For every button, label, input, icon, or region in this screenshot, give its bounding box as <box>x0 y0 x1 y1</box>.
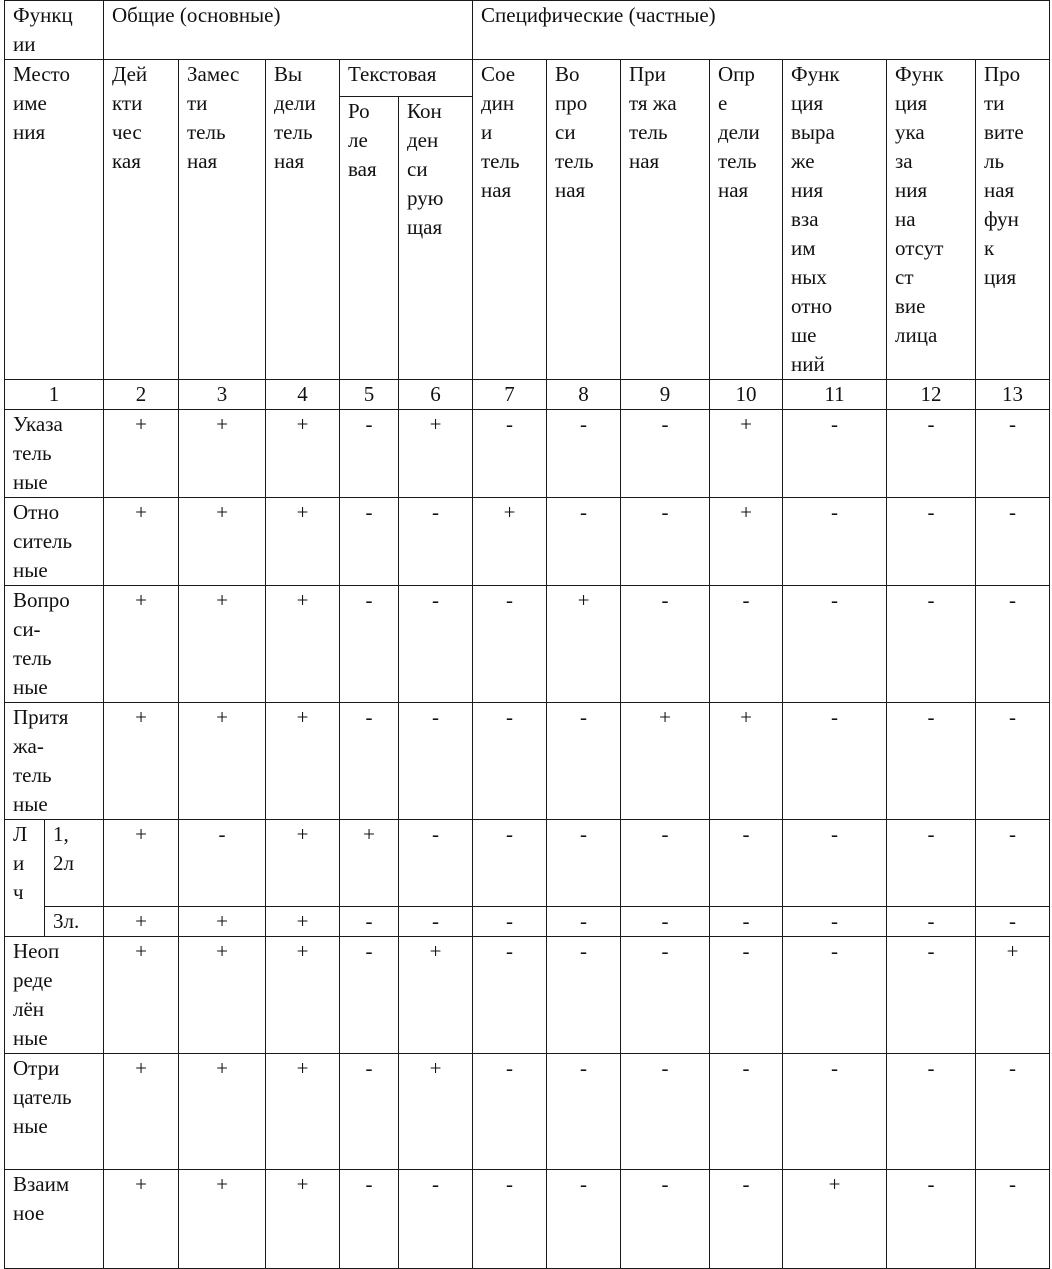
pronouns-header: Место име ния <box>5 60 104 380</box>
column-number: 7 <box>473 380 547 410</box>
table-cell: - <box>547 498 621 586</box>
column-number: 2 <box>104 380 179 410</box>
table-cell: + <box>266 498 340 586</box>
table-cell: + <box>104 907 179 937</box>
table-cell: - <box>710 907 783 937</box>
table-cell: + <box>621 703 710 820</box>
table-cell: - <box>887 410 976 498</box>
table-cell: - <box>473 937 547 1054</box>
table-cell: - <box>547 703 621 820</box>
table-cell: - <box>710 937 783 1054</box>
table-cell: - <box>887 586 976 703</box>
table-cell: - <box>887 937 976 1054</box>
column-number: 3 <box>179 380 266 410</box>
column-number: 1 <box>5 380 104 410</box>
table-cell: - <box>976 907 1050 937</box>
table-cell: + <box>473 498 547 586</box>
column-number: 10 <box>710 380 783 410</box>
table-cell: - <box>473 586 547 703</box>
table-cell: - <box>783 907 887 937</box>
table-cell: - <box>887 1170 976 1269</box>
table-cell: + <box>710 703 783 820</box>
column-header-determinative: Опр е дели тель ная <box>710 60 783 380</box>
table-cell: - <box>976 1170 1050 1269</box>
table-cell: - <box>621 1170 710 1269</box>
table-cell: - <box>710 586 783 703</box>
column-number: 6 <box>399 380 473 410</box>
table-cell: - <box>621 410 710 498</box>
column-header-deictic: Дей кти чес кая <box>104 60 179 380</box>
table-cell: + <box>266 410 340 498</box>
table-cell: - <box>783 937 887 1054</box>
table-cell: + <box>783 1170 887 1269</box>
table-row <box>5 410 1050 498</box>
table-cell: - <box>473 1054 547 1170</box>
table-cell: - <box>473 1170 547 1269</box>
table-cell: - <box>976 1054 1050 1170</box>
table-cell: - <box>547 1170 621 1269</box>
table-cell: - <box>976 820 1050 907</box>
column-number: 4 <box>266 380 340 410</box>
table-cell: - <box>621 937 710 1054</box>
table-cell: + <box>104 937 179 1054</box>
table-cell: - <box>547 907 621 937</box>
column-number: 12 <box>887 380 976 410</box>
table-cell: + <box>179 586 266 703</box>
column-header-possessive: При тя жа тель ная <box>621 60 710 380</box>
table-cell: - <box>783 820 887 907</box>
table-cell: - <box>399 586 473 703</box>
table-row <box>5 498 1050 586</box>
row-label-relative: Отно ситель ные <box>5 498 104 586</box>
row-sublabel-3-person: 3л. <box>45 907 104 937</box>
table-cell: + <box>179 410 266 498</box>
table-cell: + <box>266 907 340 937</box>
table-row <box>5 820 1050 907</box>
table-cell: - <box>399 498 473 586</box>
table-cell: - <box>340 937 399 1054</box>
table-cell: + <box>266 820 340 907</box>
table-cell: + <box>710 410 783 498</box>
table-cell: - <box>621 907 710 937</box>
table-cell: - <box>621 1054 710 1170</box>
column-number: 13 <box>976 380 1050 410</box>
table-cell: - <box>976 498 1050 586</box>
column-number: 11 <box>783 380 887 410</box>
table-cell: - <box>621 586 710 703</box>
column-header-absence-function: Функ ция ука за ния на отсут ст вие лица <box>887 60 976 380</box>
table-cell: + <box>179 907 266 937</box>
table-cell: + <box>399 410 473 498</box>
table-cell: + <box>399 937 473 1054</box>
column-header-connective: Сое дин и тель ная <box>473 60 547 380</box>
table-row <box>5 1054 1050 1170</box>
table-cell: - <box>976 410 1050 498</box>
table-cell: - <box>976 703 1050 820</box>
column-number: 8 <box>547 380 621 410</box>
table-cell: - <box>547 1054 621 1170</box>
table-cell: - <box>340 907 399 937</box>
table-cell: - <box>340 1054 399 1170</box>
table-cell: + <box>104 410 179 498</box>
table-cell: - <box>179 820 266 907</box>
row-label-personal: Л и ч <box>5 820 45 937</box>
table-cell: - <box>783 498 887 586</box>
table-cell: + <box>266 937 340 1054</box>
table-cell: + <box>179 1170 266 1269</box>
table-cell: + <box>104 586 179 703</box>
table-cell: - <box>399 820 473 907</box>
table-cell: - <box>621 498 710 586</box>
table-cell: + <box>340 820 399 907</box>
table-cell: - <box>547 410 621 498</box>
table-cell: - <box>340 1170 399 1269</box>
table-cell: + <box>179 937 266 1054</box>
table-cell: + <box>179 703 266 820</box>
table-cell: + <box>547 586 621 703</box>
table-cell: - <box>473 907 547 937</box>
table-cell: - <box>547 820 621 907</box>
column-numbers-row <box>5 380 1050 410</box>
table-cell: + <box>104 1170 179 1269</box>
table-cell: - <box>783 1054 887 1170</box>
table-cell: + <box>179 498 266 586</box>
table-row <box>5 907 1050 937</box>
row-label-reciprocal: Взаим ное <box>5 1170 104 1269</box>
column-header-distinguishing: Вы дели тель ная <box>266 60 340 380</box>
table-cell: - <box>621 820 710 907</box>
table-cell: + <box>104 820 179 907</box>
table-cell: + <box>266 703 340 820</box>
table-cell: - <box>887 703 976 820</box>
table-cell: - <box>887 1054 976 1170</box>
row-label-indefinite: Неоп реде лён ные <box>5 937 104 1054</box>
table-row <box>5 1170 1050 1269</box>
table-cell: - <box>887 820 976 907</box>
table-cell: - <box>399 1170 473 1269</box>
specific-functions-header: Специфические (частные) <box>473 1 1050 60</box>
table-cell: + <box>104 1054 179 1170</box>
table-cell: - <box>887 498 976 586</box>
table-cell: - <box>710 1054 783 1170</box>
table-cell: - <box>783 586 887 703</box>
table-cell: - <box>473 820 547 907</box>
column-header-substitutive: Замес ти тель ная <box>179 60 266 380</box>
column-header-interrogative: Во про си тель ная <box>547 60 621 380</box>
pronoun-functions-table <box>4 0 1050 1269</box>
table-row <box>5 586 1050 703</box>
table-cell: - <box>783 410 887 498</box>
row-label-negative: Отри цатель ные <box>5 1054 104 1170</box>
row-label-demonstrative: Указа тель ные <box>5 410 104 498</box>
table-cell: - <box>710 820 783 907</box>
table-cell: - <box>473 703 547 820</box>
table-cell: + <box>710 498 783 586</box>
table-row <box>5 703 1050 820</box>
table-cell: - <box>887 907 976 937</box>
general-functions-header: Общие (основные) <box>104 1 473 60</box>
table-cell: - <box>399 703 473 820</box>
row-label-possessive: Притя жа- тель ные <box>5 703 104 820</box>
table-cell: - <box>710 1170 783 1269</box>
column-number: 9 <box>621 380 710 410</box>
table-cell: + <box>179 1054 266 1170</box>
table-cell: + <box>104 498 179 586</box>
table-cell: + <box>976 937 1050 1054</box>
table-cell: - <box>783 703 887 820</box>
table-cell: - <box>340 498 399 586</box>
table-cell: - <box>547 937 621 1054</box>
column-header-reciprocal-function: Функ ция выра же ния вза им ных отно ше ний <box>783 60 887 380</box>
column-number: 5 <box>340 380 399 410</box>
table-cell: - <box>340 410 399 498</box>
table-row <box>5 937 1050 1054</box>
functions-header: Функц ии <box>5 1 104 60</box>
row-sublabel-1-2-person: 1, 2л <box>45 820 104 907</box>
table-cell: - <box>976 586 1050 703</box>
table-cell: - <box>340 586 399 703</box>
column-header-condensing: Кон ден си рую щая <box>399 97 473 380</box>
column-header-role: Ро ле вая <box>340 97 399 380</box>
table-cell: + <box>266 1170 340 1269</box>
table-cell: - <box>473 410 547 498</box>
textual-header: Текстовая <box>340 60 473 97</box>
table-cell: - <box>340 703 399 820</box>
table-cell: + <box>104 703 179 820</box>
column-header-contrastive-function: Про ти вите ль ная фун к ция <box>976 60 1050 380</box>
row-label-interrogative: Вопро си- тель ные <box>5 586 104 703</box>
table-cell: + <box>399 1054 473 1170</box>
table-cell: + <box>266 586 340 703</box>
table-cell: - <box>399 907 473 937</box>
table-cell: + <box>266 1054 340 1170</box>
